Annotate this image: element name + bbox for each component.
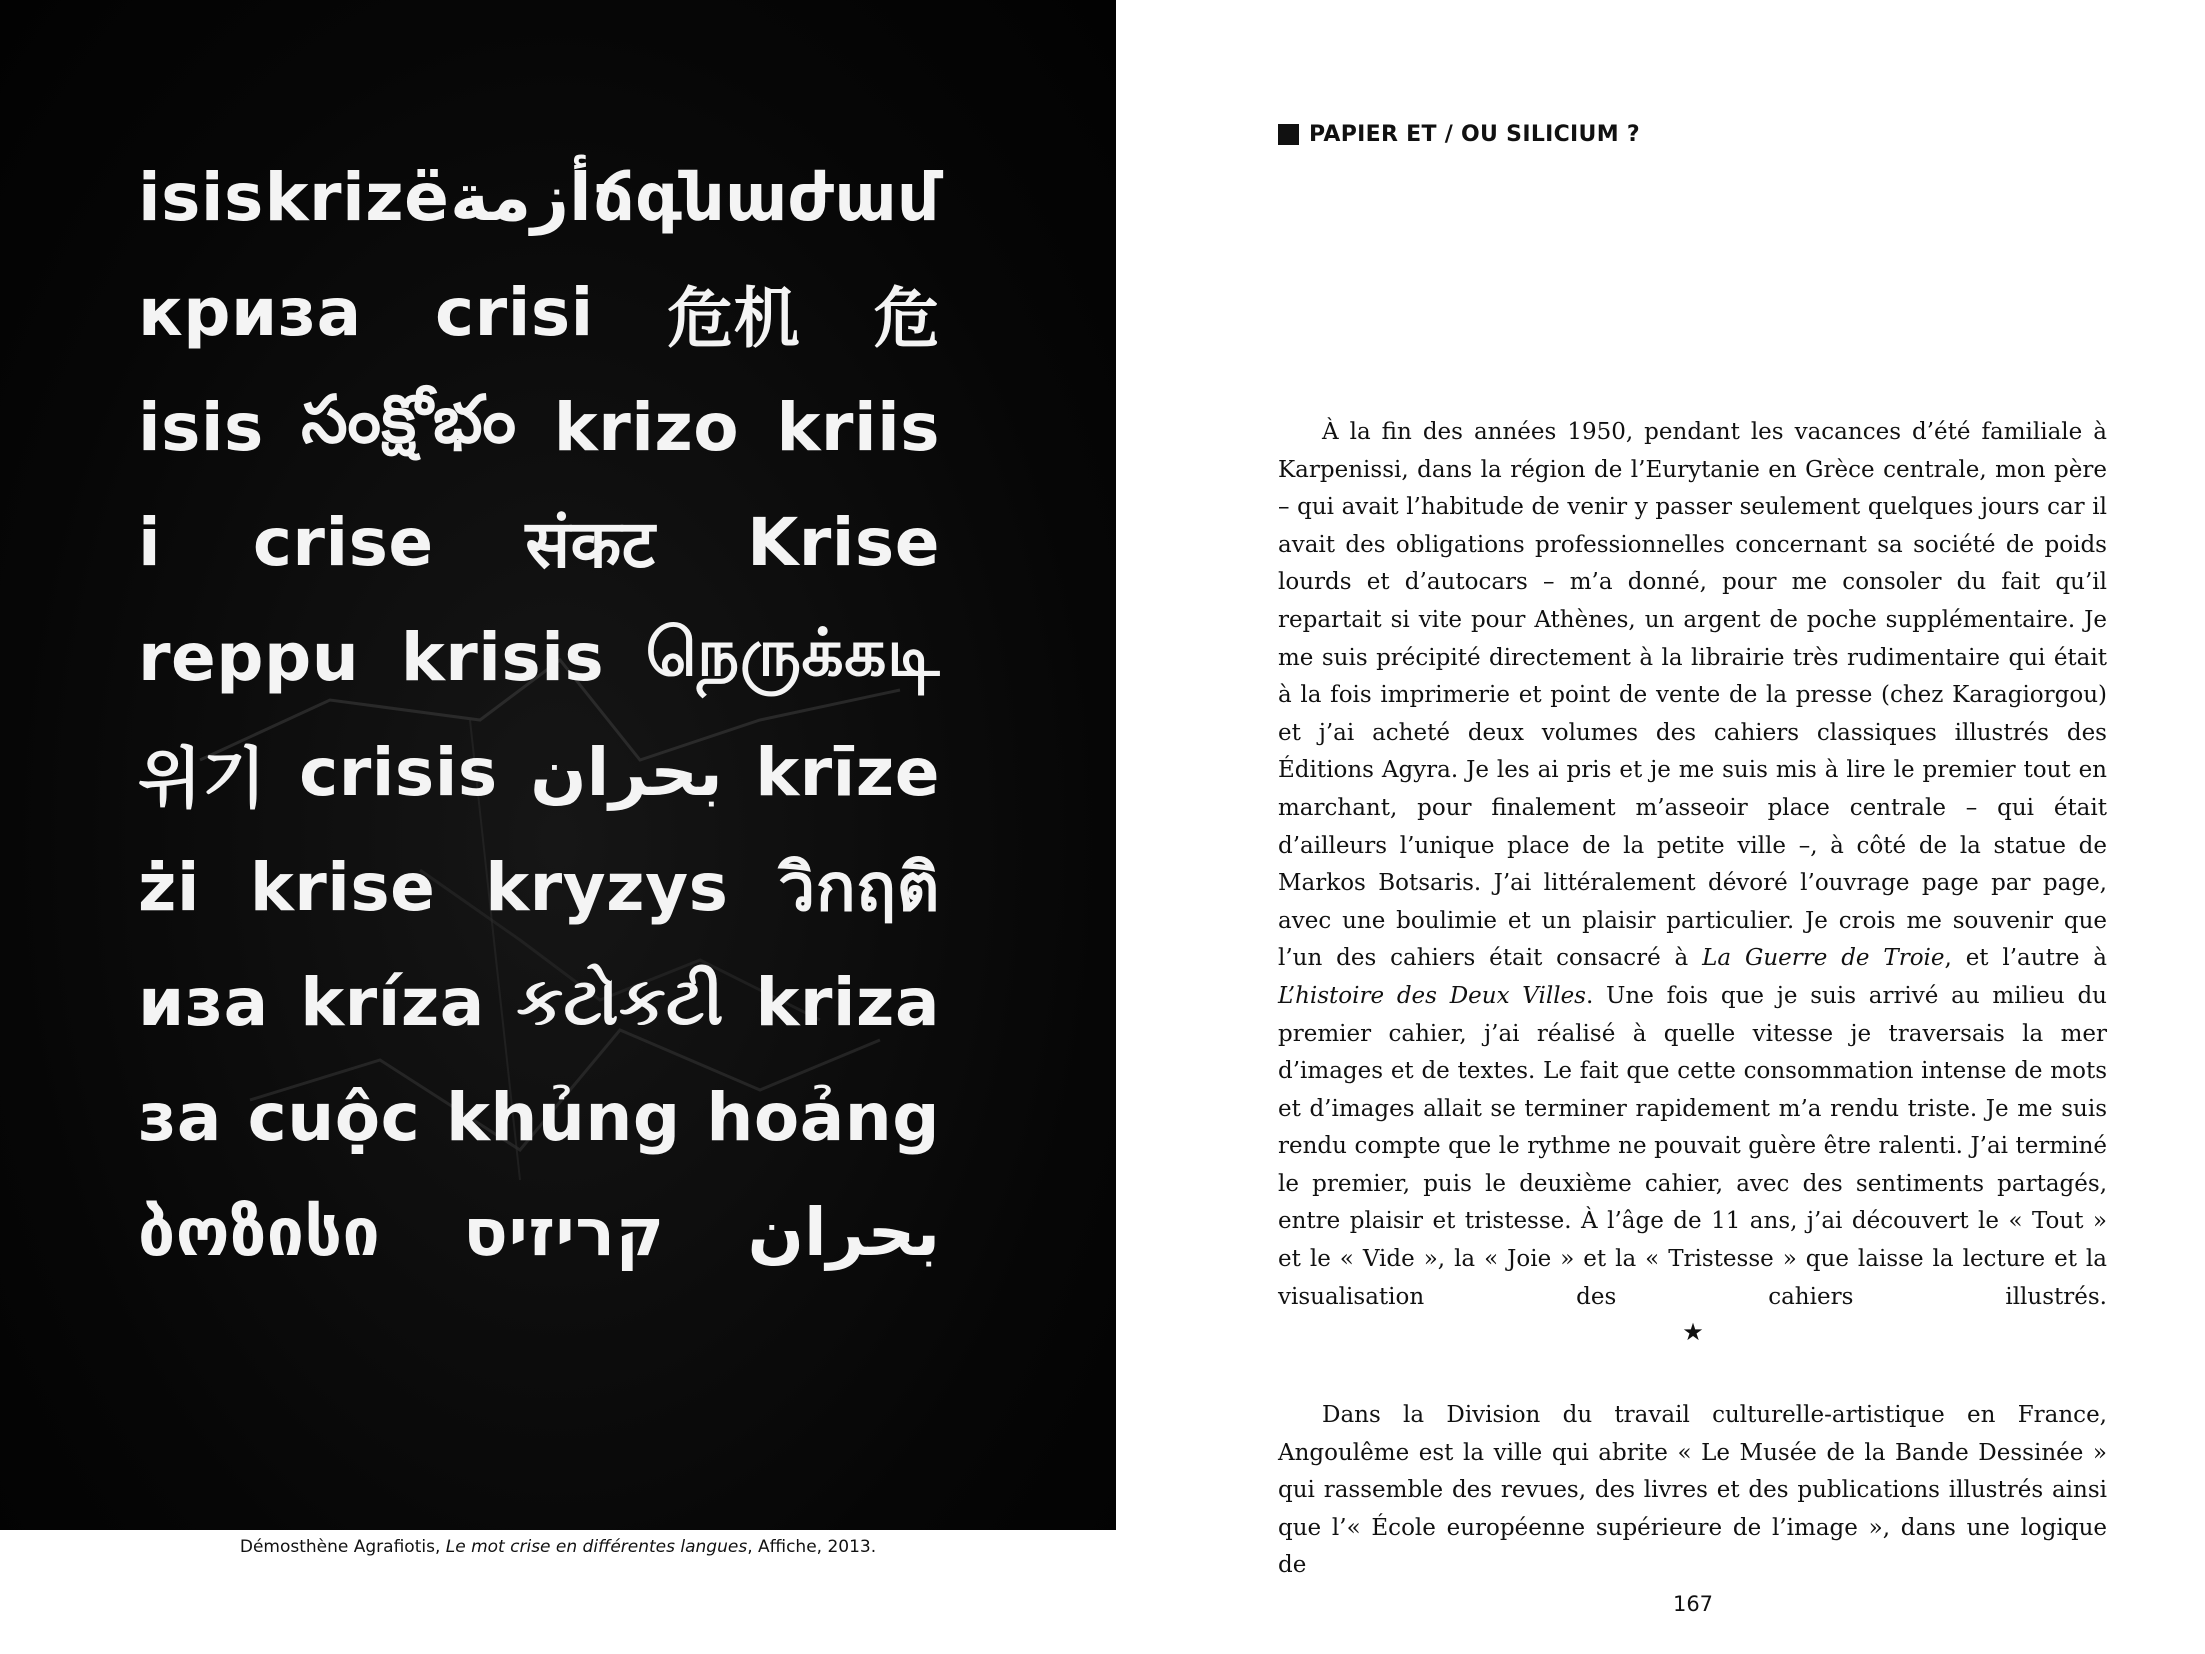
poster-word: криза xyxy=(138,273,362,351)
poster-row xyxy=(0,602,1116,712)
poster-row xyxy=(0,1177,1116,1287)
poster-word: hoảng xyxy=(706,1078,940,1156)
caption-author: Démosthène Agrafiotis, xyxy=(239,1537,446,1557)
caption-details: , Affiche, 2013. xyxy=(747,1537,877,1557)
poster-word: иза xyxy=(138,963,269,1041)
poster-word: kríza xyxy=(300,963,485,1041)
book-title-deux-villes: L’histoire des Deux Villes xyxy=(1278,982,1586,1009)
poster-word: kriis xyxy=(776,388,940,466)
poster-row xyxy=(0,832,1116,942)
paragraph-1-part-a: À la fin des années 1950, pendant les vacances d’été familiale à Karpenissi, dans la région de l’Eurytanie en Grèce centrale, mon père – qui avait l’habitude de venir y passer seulement quelques jours car il avait des obligations professionnelles concernant sa société de poids lourds et d’autocars – m’a donné, pour me consoler du fait qu’il repartait si vite pour Athènes, un argent de poche supplémentaire. Je me suis précipité directement à la librairie très rudimentaire qui était à la fois imprimerie et point de vente de la presse (chez Karagiorgou) et j’ai acheté deux volumes des cahiers classiques illustrés des Éditions Agyra. Je les ai pris et je me suis mis à lire le premier tout en marchant, pour finalement m’asseoir place centrale – qui était d’ailleurs l’unique place de la petite ville –, à côté de la statue de Markos Botsaris. J’ai littéralement dévoré l’ouvrage page par page, avec une boulimie et un plaisir particulier. Je crois me souvenir que l’un des cahiers était consacré à xyxy=(1278,419,2107,972)
poster-word: సంక్షోభం xyxy=(301,380,517,458)
poster-word: أزمة xyxy=(450,158,592,236)
heading-square-icon xyxy=(1278,124,1299,145)
poster-word: krisis xyxy=(400,618,605,696)
caption-title: Le mot crise en différentes langues xyxy=(445,1537,748,1557)
poster-word: 위기 xyxy=(138,739,267,817)
poster-word: קריזיס xyxy=(463,1193,665,1271)
poster-word: i xyxy=(138,503,162,581)
section-heading-text: PAPIER ET / OU SILICIUM ? xyxy=(1309,122,1640,147)
paragraph-1 xyxy=(1278,414,2107,1316)
paragraph-1-part-b: , et l’autre à xyxy=(1944,945,2107,972)
poster-word: kriza xyxy=(755,963,940,1041)
poster-word: reppu xyxy=(138,618,360,696)
poster-word: કટોકટી xyxy=(516,962,724,1040)
poster-row xyxy=(0,142,1116,252)
poster-word: khủng xyxy=(446,1078,681,1156)
poster-word: isis xyxy=(138,388,264,466)
poster-image xyxy=(0,0,1116,1530)
poster-row xyxy=(0,717,1116,827)
poster-word: kryzys xyxy=(485,848,729,926)
poster-word: crisis xyxy=(299,733,498,811)
poster-word: crise xyxy=(252,503,434,581)
poster-word: krīze xyxy=(755,733,940,811)
poster-word: krise xyxy=(249,848,436,926)
poster-word: நெருக்கடி xyxy=(645,614,940,691)
poster-word: بحران xyxy=(747,1193,940,1271)
poster-word: 危机 xyxy=(667,279,801,357)
poster-word: संकट xyxy=(525,506,656,583)
poster-word: krizë xyxy=(264,158,450,236)
poster-row xyxy=(0,487,1116,597)
poster-row xyxy=(0,257,1116,367)
page-number: 167 xyxy=(1672,1592,1714,1616)
paragraph-2: Dans la Division du travail culturelle-artistique en France, Angoulême est la ville qui abrite « Le Musée de la Bande Dessinée » qui rassemble des revues, des livres et des publications illustrés ainsi que l’« École européenne supérieure de l’image », dans une logique de xyxy=(1278,1402,2107,1579)
paragraph-1-part-c: . Une fois que je suis arrivé au milieu du premier cahier, j’ai réalisé à quelle vitesse je traversais la mer d’images et de textes. Le fait que cette consommation intense de mots et d’images allait se terminer rapidement m’a rendu triste. Je me suis rendu compte que le rythme ne pouvait guère être ralenti. J’ai terminé le premier, puis le deuxième cahier, avec des sentiments partagés, entre plaisir et tristesse. À l’âge de 11 ans, j’ai découvert le « Tout » et le « Vide », la « Joie » et la « Tristesse » que laisse la lecture et la visualisation des cahiers illustrés. xyxy=(1278,982,2107,1310)
poster-word: crisi xyxy=(435,273,594,351)
poster-row xyxy=(0,1062,1116,1172)
poster-row xyxy=(0,372,1116,482)
poster-word: cuộc xyxy=(247,1078,421,1156)
poster-word: żi xyxy=(138,848,201,926)
poster-row xyxy=(0,947,1116,1057)
poster-word: krizo xyxy=(553,388,740,466)
figure-caption xyxy=(0,1537,1116,1557)
poster-word: за xyxy=(138,1078,222,1156)
star-separator-icon: ★ xyxy=(1682,1318,1704,1346)
poster-word: 危 xyxy=(873,279,940,357)
poster-word: isis xyxy=(138,158,264,236)
poster-word: ბოზისი xyxy=(138,1193,381,1271)
poster-word: Krise xyxy=(747,503,940,581)
poster-word: بحران xyxy=(530,733,723,811)
section-heading xyxy=(1278,122,1640,147)
book-title-troie: La Guerre de Troie xyxy=(1702,945,1945,972)
poster-word: ճգնաժամ xyxy=(592,158,940,236)
poster-word: วิกฤติ xyxy=(778,848,940,926)
